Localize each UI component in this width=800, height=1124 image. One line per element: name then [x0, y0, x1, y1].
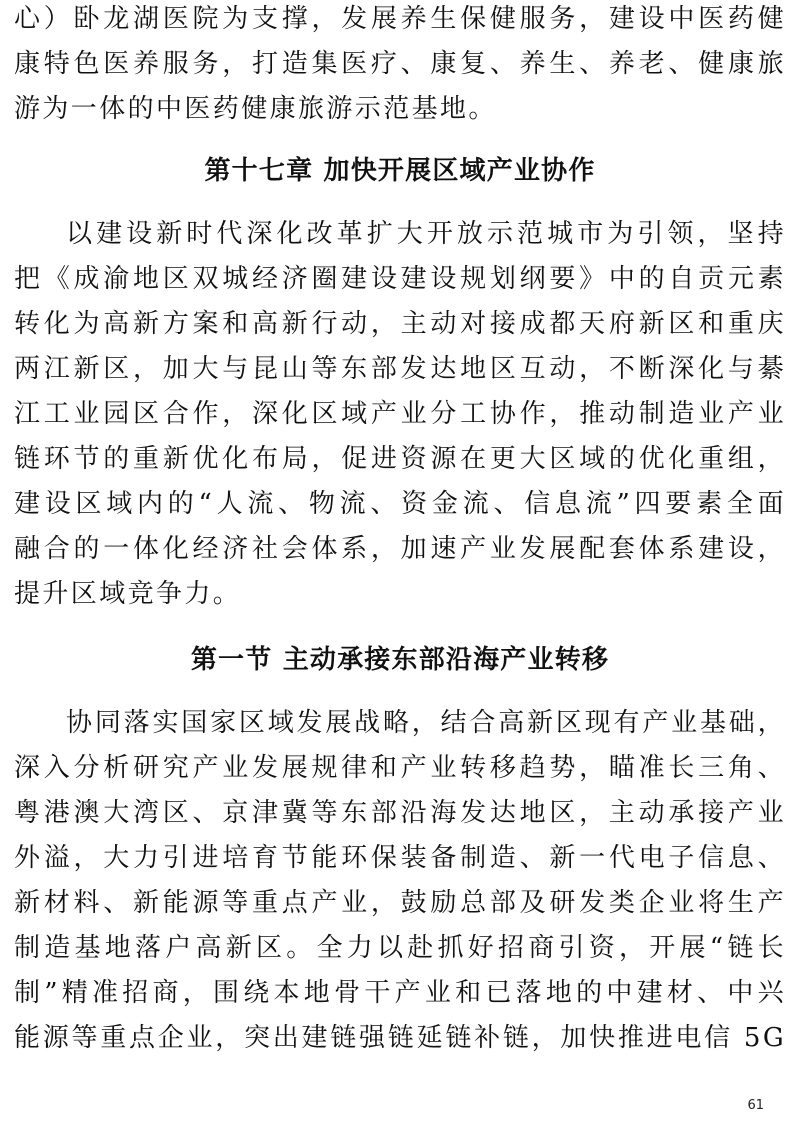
- section-line-7: 制”精准招商，围绕本地骨干产业和已落地的中建材、中兴: [14, 978, 786, 1008]
- chapter-line-1: 以建设新时代深化改革扩大开放示范城市为引领，坚持: [66, 219, 786, 249]
- section-line-3: 粤港澳大湾区、京津冀等东部沿海发达地区，主动承接产业: [14, 798, 786, 828]
- chapter-heading: 第十七章 加快开展区域产业协作: [204, 156, 596, 186]
- chapter-line-3: 转化为高新方案和高新行动，主动对接成都天府新区和重庆: [14, 309, 786, 339]
- section-line-4: 外溢，大力引进培育节能环保装备制造、新一代电子信息、: [14, 843, 786, 873]
- chapter-line-5: 江工业园区合作，深化区域产业分工协作，推动制造业产业: [14, 399, 786, 429]
- intro-line-1: 心）卧龙湖医院为支撑，发展养生保健服务，建设中医药健: [14, 4, 786, 34]
- section-line-8: 能源等重点企业，突出建链强链延链补链，加快推进电信 5G: [14, 1023, 786, 1053]
- intro-line-2: 康特色医养服务，打造集医疗、康复、养生、养老、健康旅: [14, 49, 786, 79]
- page-number: 61: [747, 1098, 764, 1113]
- section-line-2: 深入分析研究产业发展规律和产业转移趋势，瞄准长三角、: [14, 753, 786, 783]
- section-line-6: 制造基地落户高新区。全力以赴抓好招商引资，开展“链长: [14, 933, 786, 963]
- section-line-5: 新材料、新能源等重点产业，鼓励总部及研发类企业将生产: [14, 888, 786, 918]
- chapter-line-8: 融合的一体化经济社会体系，加速产业发展配套体系建设，: [14, 534, 786, 564]
- chapter-line-7: 建设区域内的“人流、物流、资金流、信息流”四要素全面: [14, 489, 786, 519]
- intro-line-3: 游为一体的中医药健康旅游示范基地。: [14, 94, 497, 124]
- chapter-line-4: 两江新区，加大与昆山等东部发达地区互动，不断深化与綦: [14, 354, 786, 384]
- chapter-line-9: 提升区域竞争力。: [14, 579, 242, 609]
- section-line-1: 协同落实国家区域发展战略，结合高新区现有产业基础，: [66, 708, 786, 738]
- section-heading: 第一节 主动承接东部沿海产业转移: [190, 645, 610, 675]
- chapter-line-6: 链环节的重新优化布局，促进资源在更大区域的优化重组，: [14, 444, 786, 474]
- chapter-line-2: 把《成渝地区双城经济圈建设建设规划纲要》中的自贡元素: [14, 264, 786, 294]
